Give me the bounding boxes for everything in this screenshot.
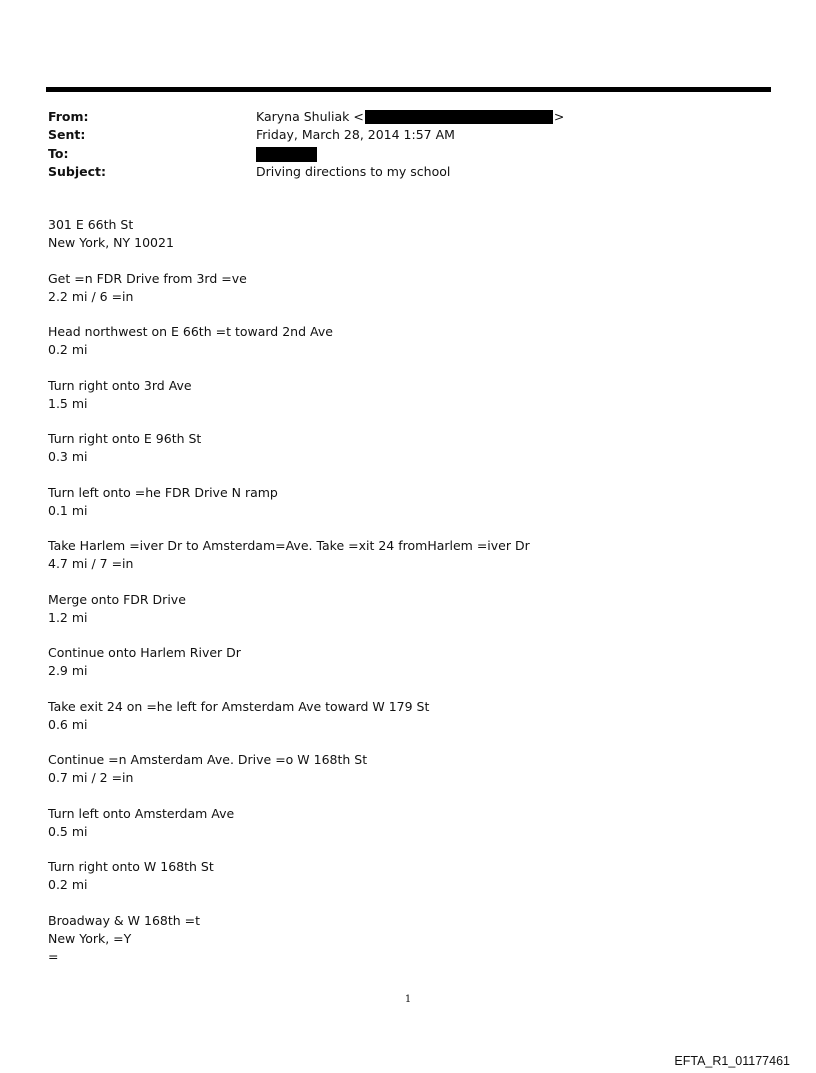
direction-step bbox=[48, 216, 768, 252]
email-header bbox=[48, 108, 748, 181]
from-row bbox=[48, 108, 748, 126]
from-email-end: > bbox=[553, 109, 565, 124]
step-instruction: Turn left onto Amsterdam Ave bbox=[48, 805, 235, 821]
step-instruction: Take exit 24 on =he left for Amsterdam Ave toward W 179 St bbox=[48, 698, 430, 714]
from-name: Karyna Shuliak < bbox=[256, 109, 364, 124]
direction-step bbox=[48, 323, 768, 359]
step-detail: 4.7 mi / 7 =in bbox=[48, 556, 134, 571]
to-row bbox=[48, 145, 748, 163]
direction-step bbox=[48, 430, 768, 466]
step-instruction: Turn right onto W 168th St bbox=[48, 859, 214, 874]
direction-step bbox=[48, 858, 768, 894]
step-instruction: Get =n FDR Drive from 3rd =ve bbox=[48, 270, 247, 286]
to-value bbox=[256, 146, 317, 161]
step-instruction: Broadway & W 168th =t bbox=[48, 912, 201, 928]
step-detail: New York, NY 10021 bbox=[48, 235, 174, 250]
step-instruction: Turn right onto 3rd Ave bbox=[48, 377, 192, 393]
direction-step bbox=[48, 751, 768, 787]
to-label: To: bbox=[48, 145, 69, 161]
direction-step bbox=[48, 644, 768, 680]
redacted-recipient-block bbox=[256, 147, 317, 162]
step-detail: 0.1 mi bbox=[48, 502, 88, 518]
from-value bbox=[256, 108, 564, 126]
step-detail: 0.2 mi bbox=[48, 342, 88, 357]
direction-step bbox=[48, 698, 768, 734]
direction-step bbox=[48, 270, 768, 306]
step-instruction: Continue =n Amsterdam Ave. Drive =o W 168th St bbox=[48, 752, 368, 767]
step-instruction: Turn right onto E 96th St bbox=[48, 431, 202, 446]
document-id: EFTA_R1_01177461 bbox=[674, 1054, 790, 1068]
step-detail: 1.2 mi bbox=[48, 609, 88, 625]
step-detail: 0.7 mi / 2 =in bbox=[48, 770, 134, 785]
redacted-email-block bbox=[365, 110, 553, 124]
from-label: From: bbox=[48, 109, 89, 124]
subject-label: Subject: bbox=[48, 163, 106, 179]
direction-step bbox=[48, 912, 768, 966]
direction-step bbox=[48, 484, 768, 520]
step-instruction: 301 E 66th St bbox=[48, 217, 134, 232]
step-instruction: Turn left onto =he FDR Drive N ramp bbox=[48, 484, 278, 500]
step-detail: 0.3 mi bbox=[48, 449, 88, 464]
step-detail: = bbox=[48, 948, 59, 964]
direction-step bbox=[48, 537, 768, 573]
step-detail: 1.5 mi bbox=[48, 395, 88, 411]
step-instruction: Head northwest on E 66th =t toward 2nd Ave bbox=[48, 324, 333, 339]
direction-step bbox=[48, 805, 768, 841]
sent-label: Sent: bbox=[48, 127, 86, 143]
step-detail: 2.2 mi / 6 =in bbox=[48, 288, 134, 304]
direction-step bbox=[48, 591, 768, 627]
step-detail: 0.2 mi bbox=[48, 877, 88, 892]
subject-value: Driving directions to my school bbox=[256, 163, 451, 179]
sent-row bbox=[48, 126, 748, 144]
top-rule bbox=[46, 87, 771, 92]
step-detail: 2.9 mi bbox=[48, 663, 88, 678]
step-instruction: Merge onto FDR Drive bbox=[48, 591, 186, 607]
step-instruction: Take Harlem =iver Dr to Amsterdam=Ave. Take =xit 24 fromHarlem =iver Dr bbox=[48, 538, 530, 553]
step-instruction: Continue onto Harlem River Dr bbox=[48, 645, 241, 660]
page-number: 1 bbox=[404, 994, 412, 1005]
step-detail: New York, =Y bbox=[48, 930, 132, 946]
step-detail: 0.5 mi bbox=[48, 823, 88, 839]
email-body bbox=[48, 216, 768, 983]
step-detail: 0.6 mi bbox=[48, 716, 88, 732]
subject-row bbox=[48, 163, 748, 181]
sent-value: Friday, March 28, 2014 1:57 AM bbox=[256, 127, 455, 143]
direction-step bbox=[48, 377, 768, 413]
